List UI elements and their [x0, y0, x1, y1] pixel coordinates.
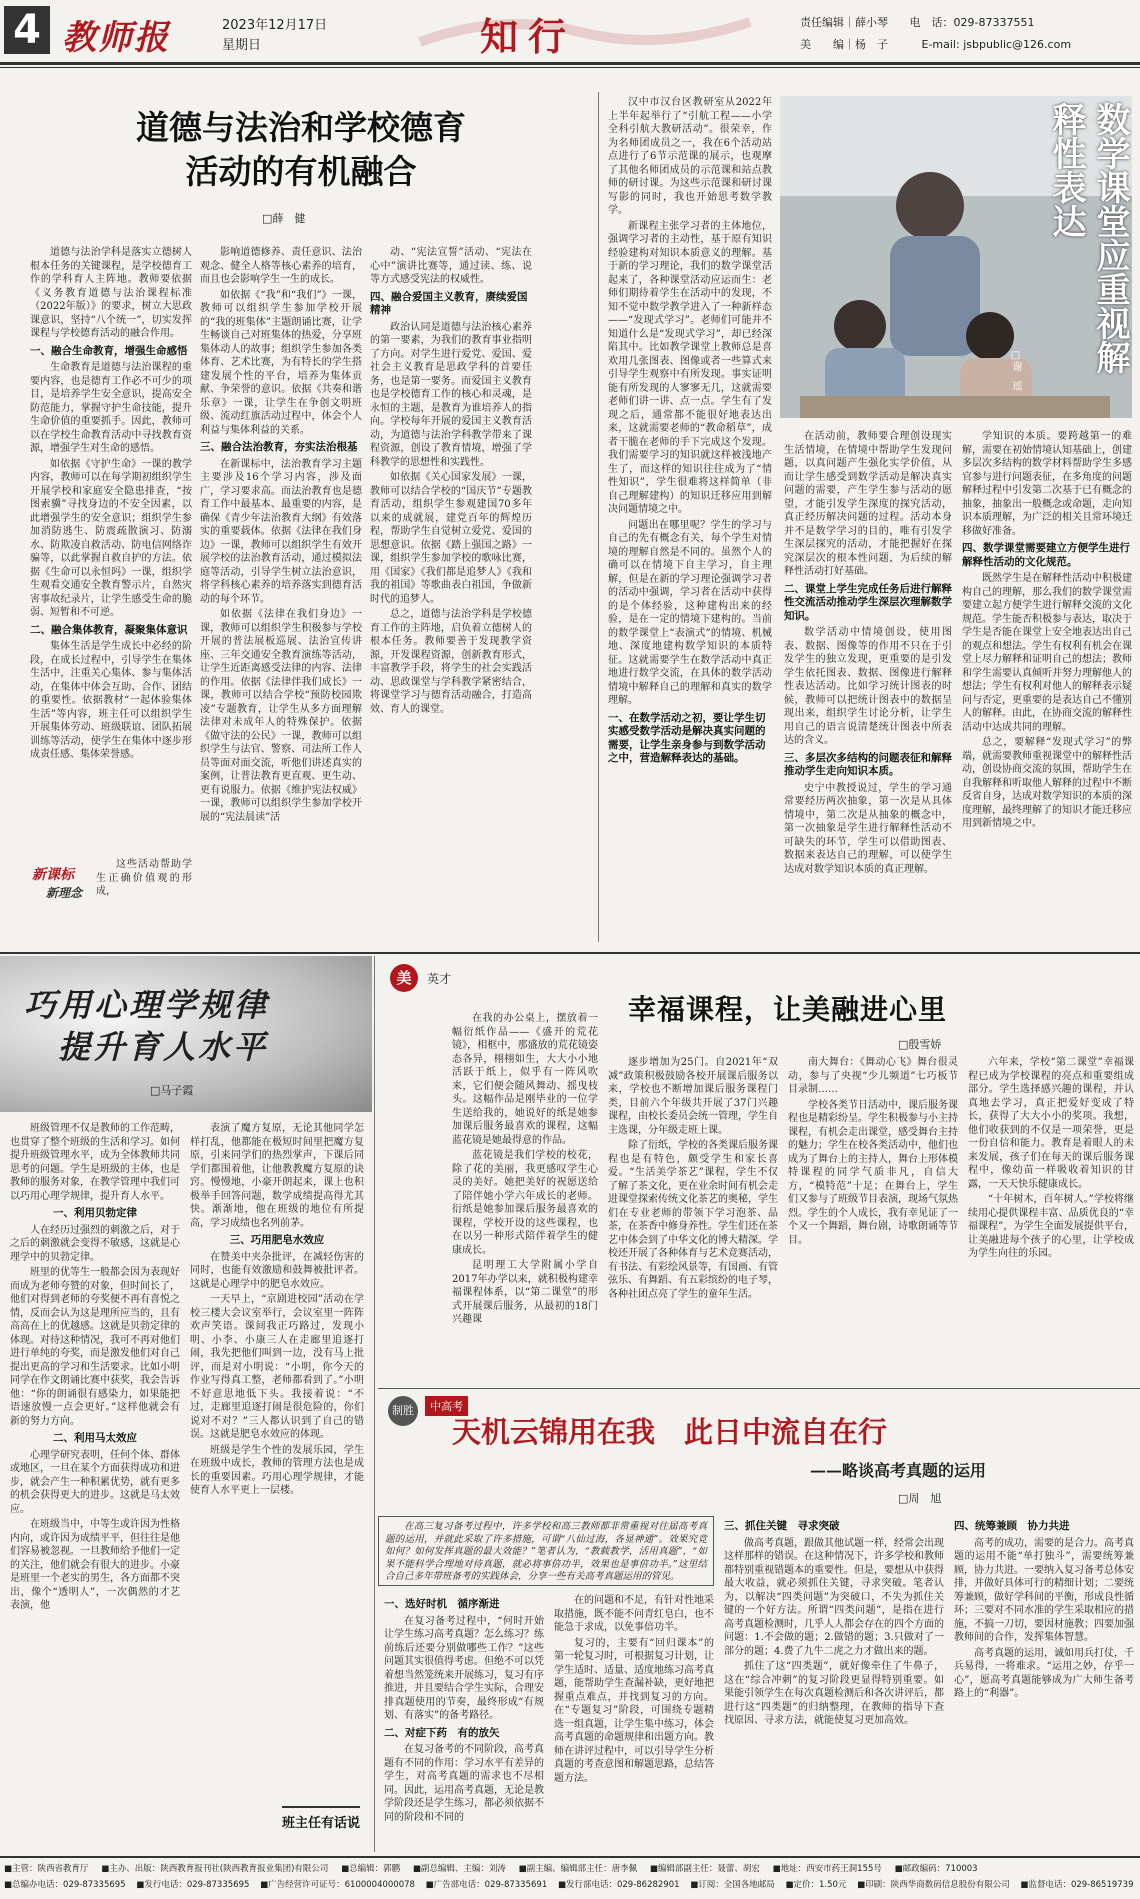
- article-psychology: [0, 956, 372, 1856]
- section-heading: 三、巧用肥皂水效应: [229, 1234, 325, 1246]
- article-intro: 道德与法治学科是落实立德树人根本任务的关键课程，是学校德育工作的学科育人主阵地。教师要依据《义务教育道德与法治课程标准（2022年版）》的要求，树立大思政课意识，坚持“八个统一”，切实发挥课程与学校德育活动的融合作用。: [30, 247, 192, 339]
- article-column-3: [788, 1056, 958, 1382]
- paper-name-logo: 教师报: [62, 18, 170, 58]
- section-heading: 二、课堂上学生完成任务后进行解释性交流活动推动学生深层次理解数学知识。: [784, 582, 952, 622]
- article-gaokao: [378, 1390, 1140, 1852]
- column-label-badge: [32, 864, 94, 934]
- section-heading: 一、在数学活动之初，要让学生切实感受数学活动是解决真实问题的需要，让学生亲身参与到数学活动之中，营造解释表达的基础。: [608, 711, 766, 764]
- article-column-1-tail: [96, 858, 192, 954]
- editor-phone: 电 话：029-87337551: [909, 16, 1035, 29]
- paragraph: 心理学研究表明，任何个体、群体或地区，一旦在某个方面获得成功和进步，就会产生一种积累优势，就有更多的机会获得更大的进步。这就是马太效应。: [10, 1449, 180, 1515]
- masthead-rule: [0, 62, 1140, 65]
- paragraph: 在赞美中夹杂批评，在减轻伤害的同时，也能有效激励和鼓舞被批评者。这就是心理学中的肥皂水效应。: [190, 1251, 364, 1290]
- article-subtitle: ——略谈高考真题的运用: [810, 1461, 987, 1480]
- section-heading: 一、融合生命教育，增强生命感悟: [30, 344, 188, 357]
- paragraph: 总之，要解释“发现式学习”的弊端，就需要教师重视课堂中的解释性活动，创设协商交流的氛围，帮助学生在自我解释和听取他人解释的过程中不断反省自身，达成对数学知识的本质的深度理解，最终理解了的知识才能迁移应用到新情境之中。: [962, 737, 1132, 829]
- article-happy-course: [378, 956, 1140, 1386]
- paragraph: 表演了魔方复原，无论其他同学怎样打乱，他都能在极短时间里把魔方复原，引来同学们的热烈掌声，下课后同学们都围着他，让他教教魔方复原的诀窍。慢慢地，小豪开朗起来，课上也积极举手回答问题，数学成绩提高得尤其快。渐渐地，他在班级的地位有所提高，学习成绩也名列前茅。: [190, 1123, 364, 1229]
- paragraph: 在我的办公桌上，摆放着一幅衍纸作品——《盛开的荒花镜》，相框中，那盛放的荒花镜姿态各异，栩栩如生，大大小小地活跃于纸上，似乎有一阵风吹来，它们便会随风舞动、摇曳枝头。这幅作品是刚毕业的一位学生送给我的，她说好的纸是她参加课后服务最喜欢的课程，这幅蓝花镜是她最得意的作品。: [452, 1013, 598, 1146]
- issue-date: 2023年12月17日: [222, 18, 328, 33]
- article-intro: 班级管理不仅是教师的工作范畴，也贯穿了整个班级的生活和学习。如何提升班级管理水平，成为全体教师共同思考的问题。学生是班级的主体，也是教师的服务对象，在教学管理中我们可以巧用心理学规律，提升育人水平。: [10, 1123, 180, 1202]
- paragraph: 班级是学生个性的发展乐园，学生在班级中成长，教师的管理方法也是成长的重要因素。巧用心理学规律，才能使育人水平更上一层楼。: [190, 1444, 364, 1496]
- issue-weekday: 星期日: [222, 38, 262, 53]
- footer-item: ■主办、出版：陕西教育报刊社(陕西教育报业集团)有限公司: [101, 1864, 329, 1874]
- footer-line-2: [4, 1877, 1136, 1893]
- footer-item: ■总编办电话：029-87335695: [4, 1880, 126, 1890]
- footer-item: ■邮政编码：710003: [894, 1864, 978, 1874]
- section-heading: 三、多层次多结构的问题表征和解释推动学生走向知识本质。: [784, 751, 952, 777]
- article-title: 幸福课程，让美融进心里: [628, 993, 948, 1026]
- article-column-1: [452, 1012, 598, 1382]
- paragraph: 高考真题的运用，诚如用兵打仗，千兵易得，一将难求。“运用之妙，存乎一心”，愿高考真题能够成为广大师生备考路上的“利器”。: [954, 1647, 1134, 1699]
- paragraph: 逐步增加为25门。自2021年“双减”政策积极鼓励各校开展课后服务以来，学校也不断增加课后服务课程门类，目前六个年级共开展了37门兴趣课程，由校长委员会统一管理，学生自主选课，分年级走班上课。: [608, 1057, 778, 1136]
- paragraph: 除了衍纸，学校的各类课后服务课程也是有特色，颇受学生和家长喜爱。“生活美学茶艺”课程，学生不仅了解了茶文化，更在业余时间有机会走进课堂探索传统文化茶艺的奥秘，学生们在专业老师的带领下学习泡茶、品茶，在茶香中修身养性。学生们还在茶艺中体会到了中华文化的博大精深。学校还开展了各种体育与艺术竞赛活动，有书法、有彩绘风景等，有国画、有管弦乐、有舞蹈、有五彩缤纷的电子琴，各种社团点亮了学生的童年生活。: [608, 1140, 778, 1300]
- section-title-decoration: [410, 2, 760, 56]
- article-column-1: [384, 1594, 544, 1848]
- footer-line-1: [4, 1861, 1136, 1877]
- paragraph: 一天早上，“京剧进校园”活动在学校三楼大会议室举行，会议室里一阵阵欢声笑语。课间我正巧路过，发现小明、小李、小康三人在走廊里追逐打闹，我先把他们叫到一边，没有马上批评，而是对小明说：“小明，你今天的作业写得真工整，老师都看到了。”小明不好意思地低下头。我接着说：“不过，走廊里追逐打闹是很危险的，你们说对不对？”三人都认识到了自己的错误。这就是肥皂水效应的体现。: [190, 1294, 364, 1440]
- article-column-2: [554, 1594, 714, 1848]
- article-title: [86, 106, 516, 194]
- column-divider: [598, 92, 599, 942]
- footer-item: ■副主编、编辑部主任：唐李佩: [518, 1864, 638, 1874]
- article-title: 天机云锦用在我 此日中流自在行: [452, 1415, 888, 1449]
- paragraph: 政治认同是道德与法治核心素养的第一要素，为我们的教育事业指明了方向。对学生进行爱党、爱国、爱社会主义教育是思政学科的首要任务，也是第一要务。而爱国主义教育也是学校德育工作的核心和灵魂，是永恒的主题，是教育为谁培养人的指向。学校每年开展的爱国主义教育活动，为道德与法治学科教学带来了课程资源，创设了教育情境，增强了学科教学的思想性和实践性。: [370, 321, 532, 468]
- paragraph: “十年树木，百年树人。”学校将继续用心提供课程丰富、品质优良的“幸福课程”，为学生全面发展提供平台，让美融进每个孩子的心里，让学校成为学生向往的乐园。: [968, 1194, 1134, 1259]
- article-title: [24, 984, 344, 1068]
- paragraph: 复习的，主要有“回归课本”的第一轮复习时，可根据复习计划，让学生适时、适量、适度地练习高考真题，能帮助学生查漏补缺，更好地把握重点难点，并找到复习的方向。在“专题复习”阶段，可围绕专题精选一组真题，让学生集中练习，体会高考真题的命题规律和出题方向。教师在讲评过程中，可以引导学生分析真题的考查意图和解题思路，总结答题方法。: [554, 1637, 714, 1784]
- section-heading: 一、利用贝勃定律: [53, 1207, 137, 1219]
- article-column-2: [784, 430, 952, 944]
- article-column-2: [608, 1056, 778, 1382]
- paragraph: 如依据《“我”和“我们”》一课，教师可以组织学生参加学校开展的“我的班集体”主题朗诵比赛，让学生畅谈自己对班集体的热爱，分享班集体动人的故事；组织学生参加各类体育、艺术比赛，为有特长的学生搭建发展个性的平台，培养为集体贡献、争荣誉的意识。依据《共奏和谐乐章》一课，让学生在争创文明班级、流动红旗活动过程中，体会个人利益与集体利益的关系。: [200, 289, 362, 436]
- paragraph: 总之，道德与法治学科是学校德育工作的主阵地，启负着立德树人的根本任务。教师要善于发现教学资源，开发课程资源，创新教育形式，丰富教学手段，将学生的社会实践活动、思政课堂与学科教学紧密结合，将课堂学习与德育活动融合，打造高效、育人的课堂。: [370, 609, 532, 715]
- footer-item: ■发行部电话：029-86282901: [557, 1880, 680, 1890]
- paragraph: 集体生活是学生成长中必经的阶段，在成长过程中，引导学生在集体生活中，注重关心集体、参与集体活动，在集体中体会互助、合作、团结的重要性。依据教材“一起体验集体生活”等内容，班主任可以组织学生开展集体劳动、班级联谊、团队拓展训练等活动，使学生在集体中逐步形成责任感、集体荣誉感。: [30, 641, 192, 760]
- paragraph: 人在经历过强烈的刺激之后，对于之后的刺激就会变得不敏感，这就是心理学中的贝勃定律。: [10, 1224, 180, 1263]
- footer-item: ■印刷：陕西华商数码信息股份有限公司: [857, 1880, 1010, 1890]
- paragraph: 蓝花镜是我们学校的校花，除了花的美丽，我更感叹学生心灵的美好。她把美好的祝愿送给了陪伴她小学六年成长的老师。衍纸是她参加课后服务最喜欢的课程，学校开设的这些课程，也在以另一种形式陪伴着学生的健康成长。: [452, 1150, 598, 1256]
- article-title-line2: 提升育人水平: [58, 1028, 269, 1066]
- paragraph: 新课程主张学习者的主体地位，强调学习者的主动性，基于原有知识经验建构对知识本质意义的理解。基于新的学习理论，我们的数学课堂活起来了，各种课堂活动应运而生：老师们期待着学生在活动中的发现，不知不觉中数学教学进入了一种新样态——“发现式学习”。老师们可能并不知道什么是“发现式学习”，却已经深陷其中。比如教学课堂上教师总是喜欢用几张图表、图像或者一些算式来引导学生观察中有所发现。事实证明能有所发现的人寥寥无几，这就需要老师们讲一讲、点一点。学生有了发现之后，通常都不能很好地表达出来，这就需要老师的“教命稻草”，成者干脆在老师的手下完成这个发现。我们需要学习的知识就这样被浅地产生了，而这样的知识往往成为了“情性知识”，学生很难将这样简单（非自己理解建构）的知识迁移应用到解决问题情境之中。: [608, 220, 772, 515]
- paragraph: 如依据《关心国家发展》一课，教师可以结合学校的“国庆节”专题教育活动，组织学生参观建国70多年以来的成就展，建党百年的辉煌历程，帮助学生自觉树立爱党、爱国的思想意识。依据《踏上强国之路》一课，组织学生参加学校的歌咏比赛，用《国家》《我们都是追梦人》《我和我的祖国》等歌曲表白祖国，争做新时代的追梦人。: [370, 472, 532, 605]
- section-heading: 四、融合爱国主义教育，赓续爱国精神: [370, 290, 528, 316]
- masthead-rule-thin: [0, 67, 1140, 68]
- article-column-1: [10, 1122, 180, 1852]
- footer-item: ■地址：西安市药王洞155号: [772, 1864, 882, 1874]
- column-badge-side: 制胜: [388, 1396, 418, 1426]
- paragraph: 在复习备考过程中，“何时开始让学生练习高考真题？怎么练习？练前练后还要分别做哪些工作？”这些问题其实很值得考虑。但绝不可以凭着想当然笼统来开展练习，复习有序推进，并且要结合学生实际，合理安排真题使用的节奏，最终形成“有规划、有落实”的备考路径。: [384, 1615, 544, 1721]
- paragraph: 史宁中教授说过，学生的学习通常要经历两次抽象，第一次是从具体情境中，第二次是从抽象的概念中，第一次抽象是学生进行解释性活动不可缺失的环节，学生可以借助图表、数据来表达自己的理解，可以使学生达成对数学知识本质的真正理解。: [784, 782, 952, 875]
- paragraph: 既然学生是在解释性活动中积极建构自己的理解，那么我们的数学课堂需要建立起方便学生进行解释交流的文化规范。学生能否积极参与表达，取决于学生是否能在课堂上安全地表达出自己的观点和想法。学生有权利有机会在课堂上尽力解释和证明自己的想法；教师和学生需要认真倾听并努力理解他人的想法；学生有权利对他人的解释表示疑问与否定，更重要的是表达自己不懂别人的解释。由此，在协商交流的解释性活动中达成共同的理解。: [962, 573, 1132, 733]
- paragraph: 抓住了这“四类题”，就好像牵住了牛鼻子，这在“综合冲刺”的复习阶段更显得特别重要。如果能引领学生在每次真题检测后和各次讲评后，都进行这“四类题”的归纳整理，在教师的指导下查找原因、寻求方法，就能使复习更加高效。: [724, 1661, 944, 1726]
- column-badge-top: 中高考: [425, 1396, 468, 1416]
- paragraph: 在复习备考的不同阶段，高考真题有不同的作用：学习水平有差异的学生，对高考真题的需求也不尽相同。因此，运用高考真题，无论是教学阶段还是学生练习，都必须依据不同的阶段和不同的: [384, 1744, 544, 1823]
- column-divider: [374, 956, 375, 1852]
- footer-item: ■订阅：全国各地邮局: [690, 1880, 775, 1890]
- footer-item: ■监督电话：029-86519739: [1020, 1880, 1134, 1890]
- article-column-3: [370, 246, 532, 946]
- column-badge-top: 美: [390, 964, 418, 992]
- footer-item: ■总编辑：郭鹏: [341, 1864, 401, 1874]
- footer-item: ■编辑部副主任：聂蕾、胡宏: [649, 1864, 760, 1874]
- editor-info: [800, 12, 1140, 56]
- article-title-panel: [0, 956, 372, 1112]
- paragraph: 昆明理工大学附属小学自2017年办学以来，就积极构建幸福课程体系，以“第二课堂”的形式开展课后服务，从最初的18门兴趣课: [452, 1260, 598, 1325]
- article-column-3: [962, 430, 1132, 944]
- footer-item: ■广告经营许可证号：6100004000078: [260, 1880, 415, 1890]
- column-label-line2: 新理念: [46, 886, 83, 900]
- paragraph: 班里的优等生一般都会因为表现好而成为老师夸赞的对象，但时间长了，他们对得到老师的夸奖便不再有喜悦之情，反而会认为这是理所应当的，且有高高在上的优越感。这就是贝勃定律的体现。对待这种情况，我可不再对他们进行单纯的夸奖，而是激发他们对自己提出更高的学习和生活要求。比如小明同学在作文朗诵比赛中获奖，我会告诉他：“你的朗诵很有感染力，如果能把语速放慢一点会更好。”这样他就会有新的努力方向。: [10, 1267, 180, 1427]
- article-moral-law: [0, 86, 598, 952]
- section-heading: 三、融合法治教育，夯实法治根基: [200, 441, 358, 453]
- article-byline: □马子霞: [150, 1084, 194, 1097]
- paragraph: 数学活动中情境创设，使用图表、数据、图像等的作用不只在于引发学生的独立发现，更重要的是引发学生依托图表、数据、图像进行解释性表达活动。比如学习统计图表的时候，教师可以把统计图表中的数据呈现出来，组织学生讨论分析，让学生用自己的语言说清楚统计图表中所表达的含义。: [784, 627, 952, 746]
- paragraph: 如依据《守护生命》一课的教学内容，教师可以在每学期初组织学生开展学校和家庭安全隐患排查，“按图索骥”寻找身边的不安全因素，以此增强学生的安全意识；组织学生参加消防逃生、防震疏散演习、防溺水、防欺凌自救活动、防电信网络诈骗等，以此掌握自救自护的方法。依据《生命可以永恒吗》一课，组织学生观看交通安全教育警示片，自然灾害事故纪录片，让学生感受生命的脆弱、短暂和不可逆。: [30, 458, 192, 618]
- paragraph: 动、“宪法宣誓”活动、“宪法在心中”演讲比赛等，通过读、练、说等方式感受宪法的权威性。: [370, 247, 532, 285]
- article-column-2: [190, 1122, 364, 1782]
- article-abstract: 在高三复习备考过程中，许多学校和高三教师都非常重视对往届高考真题的运用，并就此采取了许多措施，可谓“八仙过海，各显神通”。效果究竟如何？如何发挥真题的最大效能？”笔者认为，“教载教学，活用真题”，“如果不能科学合理地对待真题，就必将事倍功半，效果也是事倍功半。”这里结合自己多年带班备考的实践体会，分享一些有关高考真题运用的管见。: [385, 1521, 707, 1582]
- paragraph: 在新课标中，法治教育学习主题主要涉及16个学习内容，涉及面广，学习要求高。而法治教育也是德育工作中最基本、最重要的内容，是确保《青少年法治教育大纲》有效落实的重要载体。依据《法律在我们身边》一课，教师可以组织学生有效开展学校的法治教育活动，通过模拟法庭等活动，引导学生树立法治意识，将学科核心素养的培养落实到德育活动的每个环节。: [200, 458, 362, 605]
- paragraph: 问题出在哪里呢？学生的学习与自己的先有概念有关，每个学生对情境的理解自然是不同的。虽然个人的确可以在情境下自主学习，自主理解，但是在新的学习理论强调学习者的活动中强调，学习者在活动中获得的是个体经验，这种建构出来的经验，是在一定的情境下建构的。当前的数学课堂上“表演式”的情境、机械地、深度地建构数学知识的本质特征。这就需要学生在数学活动中真正地进行数学交流，在具体的数学活动情境中解释自己的理解和真实的数学理解。: [608, 519, 772, 706]
- section-heading: 四、统筹兼顾 协力共进: [954, 1520, 1070, 1532]
- paragraph: 在的问题和不足，有针对性地采取措施，既不能不问青红皂白，也不能急于求成，以免事倍功半。: [554, 1595, 714, 1633]
- column-badge: [390, 964, 470, 1004]
- article-photo: [780, 96, 1132, 418]
- masthead: [0, 0, 1140, 86]
- paragraph: 六年来，学校“第二课堂”幸福课程已成为学校课程的亮点和重要组成部分。学生选择感兴趣的课程，并认真地去学习，真正把爱好变成了特长，获得了大大小小的奖项。我想，他们收获到的不仅是一项荣誉，更是一份自信和能力。教育是着眼人的未来发展，孩子们在每天的课后服务课程中，像幼苗一样吸收着知识的甘露，一天天快乐健康成长。: [968, 1057, 1134, 1190]
- article-abstract-box: [378, 1516, 714, 1586]
- footer-item: ■定价：1.50元: [785, 1880, 847, 1890]
- photo-byline: □谢 瑶: [1010, 350, 1021, 391]
- paragraph: 生命教育是道德与法治课程的重要内容，也是德育工作必不可少的项目，是培养学生安全意识，提高安全防范能力，掌握守护生命技能，提升生命价值的重要抓手。因此，教师可以在学校生命教育活动中寻找教育资源，增强学生对生命的感悟。: [30, 362, 192, 454]
- article-byline: □薛 健: [262, 212, 306, 225]
- article-column-4: [954, 1516, 1134, 1848]
- paragraph: 这些活动帮助学生正确价值观的形成，: [96, 859, 192, 897]
- photo-headline: 数学课堂应重视解释性表达: [1046, 102, 1130, 374]
- footer-item: ■发行电话：029-87335695: [136, 1880, 250, 1890]
- article-title-line1: 巧用心理学规律: [24, 986, 270, 1024]
- section-title-text: 知行: [480, 14, 577, 59]
- paragraph: 学校各类节日活动中，课后服务课程也是精彩纷呈。学生积极参与小主持课程，有机会走出课堂，感受舞台主持的魅力；学生在校各类活动中，他们也成为了舞台上的主持人，舞台上形体模特课程的同学气质非凡，自信大方，“模特范”十足；在舞台上，学生们又参与了班级节目表演，现场气氛热烈。学生的个人成长，我有幸见证了一个又一个舞蹈，舞台剧，诗歌朗诵等节目。: [788, 1099, 958, 1246]
- column-label-line1: 新课标: [32, 867, 74, 883]
- paragraph: 在活动前，教师要合理创设现实生活情境，在情境中帮助学生发现问题，以真问题产生强化实学价值，从而让学生感受到数学活动是解决真实问题的需要，产生学生参与活动的愿望，才能引发学生深度的探究活动，真正经历解决问题的过程。活动本身并不是数学学习的目的，唯有引发学生深层探究的活动，才能把握好在探究深层次的根本性问题，为后续的解释性活动打好基础。: [784, 431, 952, 577]
- art-editor-label: 美 编｜杨 子: [800, 38, 888, 51]
- paragraph: 汉中市汉台区教研室从2022年上半年起举行了“引航工程——小学全科引航大教研活动”。很荣幸，作为名师团成员之一，我在6个活动站点进行了6节示范课的展示，也观摩了其他名师团成员的示范课和站点教师的研讨课。为这些示范课和研讨课写影的同时，我也开始思考数学教学。: [608, 97, 772, 216]
- paragraph: 在班级当中，中等生或许因为性格内向，或许因为成绩平平，但往往是他们容易被忽视。一旦教师给予他们一定的关注，他们就会有很大的进步。小豪是班里一个老实的男生，各方面都不突出，像个“透明人”，一次偶然的才艺表演，他: [10, 1519, 180, 1611]
- article-column-1: [30, 246, 192, 856]
- paragraph: 南大舞台：《舞动心飞》舞台很灵动，参与了央视“少儿频道”七巧板节目录制……: [788, 1057, 958, 1095]
- footer: [4, 1861, 1136, 1895]
- article-math: [600, 86, 1140, 952]
- horizontal-divider: [0, 952, 1140, 954]
- editor-label: 责任编辑｜薛小琴: [800, 16, 888, 29]
- footer-item: ■主管：陕西省教育厅: [4, 1864, 89, 1874]
- article-column-1: [608, 96, 772, 944]
- section-title: [410, 2, 760, 59]
- section-heading: 二、对症下药 有的放矢: [384, 1726, 500, 1739]
- paragraph: 高考的成功，需要的是合力。高考真题的运用不能“单打独斗”，需要统筹兼顾，协力共进。一要纳入复习备考总体安排，并做好具体可行的精细计划；二要统筹兼顾，做好学科间的平衡，形成良性循环；三要对不同水准的学生采取相应的措施，不搞一刀切，要因材施教；四要加强教师间的合作，发挥集体智慧。: [954, 1537, 1134, 1643]
- section-heading: 一、选好时机 循序渐进: [384, 1598, 500, 1610]
- footer-rule: [0, 1856, 1140, 1858]
- paragraph: 如依据《法律在我们身边》一课，教师可以组织学生积极参与学校开展的普法展板巡展、法治宣传讲座、三年交通安全教育演练等活动，让学生近距离感受法律的内容、法律的作用。依据《法律伴我们成长》一课，教师可以结合学校“预防校园欺凌”专题教育，让学生从多方面理解法律对未成年人的特殊保护。依据《做守法的公民》一课，教师可以组织学生与法官、警察、司法所工作人员等面对面交流，听他们讲述真实的案例，让普法教育更直观、更生动、更有说服力。依据《维护宪法权威》一课，教师可以组织学生参加学校开展的“宪法晨读”活: [200, 609, 362, 823]
- horizontal-divider: [378, 1388, 1140, 1389]
- corner-column-label: 班主任有话说: [282, 1806, 360, 1831]
- article-column-3: [724, 1516, 944, 1848]
- article-title-line2: 活动的有机融合: [185, 152, 417, 191]
- article-title-line1: 道德与法治和学校德育: [136, 108, 466, 147]
- footer-item: ■广告部电话：029-87335691: [425, 1880, 548, 1890]
- section-heading: 二、融合集体教育，凝聚集体意识: [30, 623, 188, 636]
- section-heading: 二、利用马太效应: [53, 1432, 137, 1444]
- article-column-4: [968, 1056, 1134, 1382]
- editor-email: E-mail: jsbpublic@126.com: [921, 38, 1072, 51]
- column-badge-bottom: 英才: [427, 972, 452, 986]
- paragraph: 做高考真题，跟做其他试题一样，经常会出现这样那样的错误。在这种情况下，许多学校和教师都特别重视错题本的重要性。但是，要想从中获得最大收益，就必须抓住关键，寻求突破。笔者认为，以解决“四类问题”为突破口，不失为抓住关键的一个好方法。所谓“四类问题”，是指在进行高考真题检测时，几乎人人都会存在的四个方面的问题：1.不会做的题；2.做错的题；3.只做对了一部分的题；4.费了九牛二虎之力才做出来的题。: [724, 1537, 944, 1657]
- section-heading: 四、数学课堂需要建立方便学生进行解释性活动的文化规范。: [962, 542, 1130, 568]
- section-heading: 三、抓住关键 寻求突破: [724, 1520, 840, 1532]
- article-byline: □殷雪娇: [898, 1038, 942, 1051]
- paragraph: 学知识的本质。要跨越第一的难解，需要在初始情境认知基础上，创建多层次多结构的数学材料帮助学生多感官参与进行问题表征，在多角度的问题解释过程中引发第二次基于已有概念的抽象，抽象出一般概念或命题，走向知识本质理解，为广泛的相关且常环境迁移做好准备。: [962, 431, 1132, 537]
- article-byline: □周 旭: [898, 1492, 942, 1505]
- footer-item: ■副总编辑、主编：刘涛: [412, 1864, 506, 1874]
- article-column-2: [200, 246, 362, 946]
- paragraph: 影响道德修养、责任意识、法治观念、健全人格等核心素养的培育，而且也会影响学生一生的成长。: [200, 247, 362, 285]
- page-number: 4: [4, 6, 50, 54]
